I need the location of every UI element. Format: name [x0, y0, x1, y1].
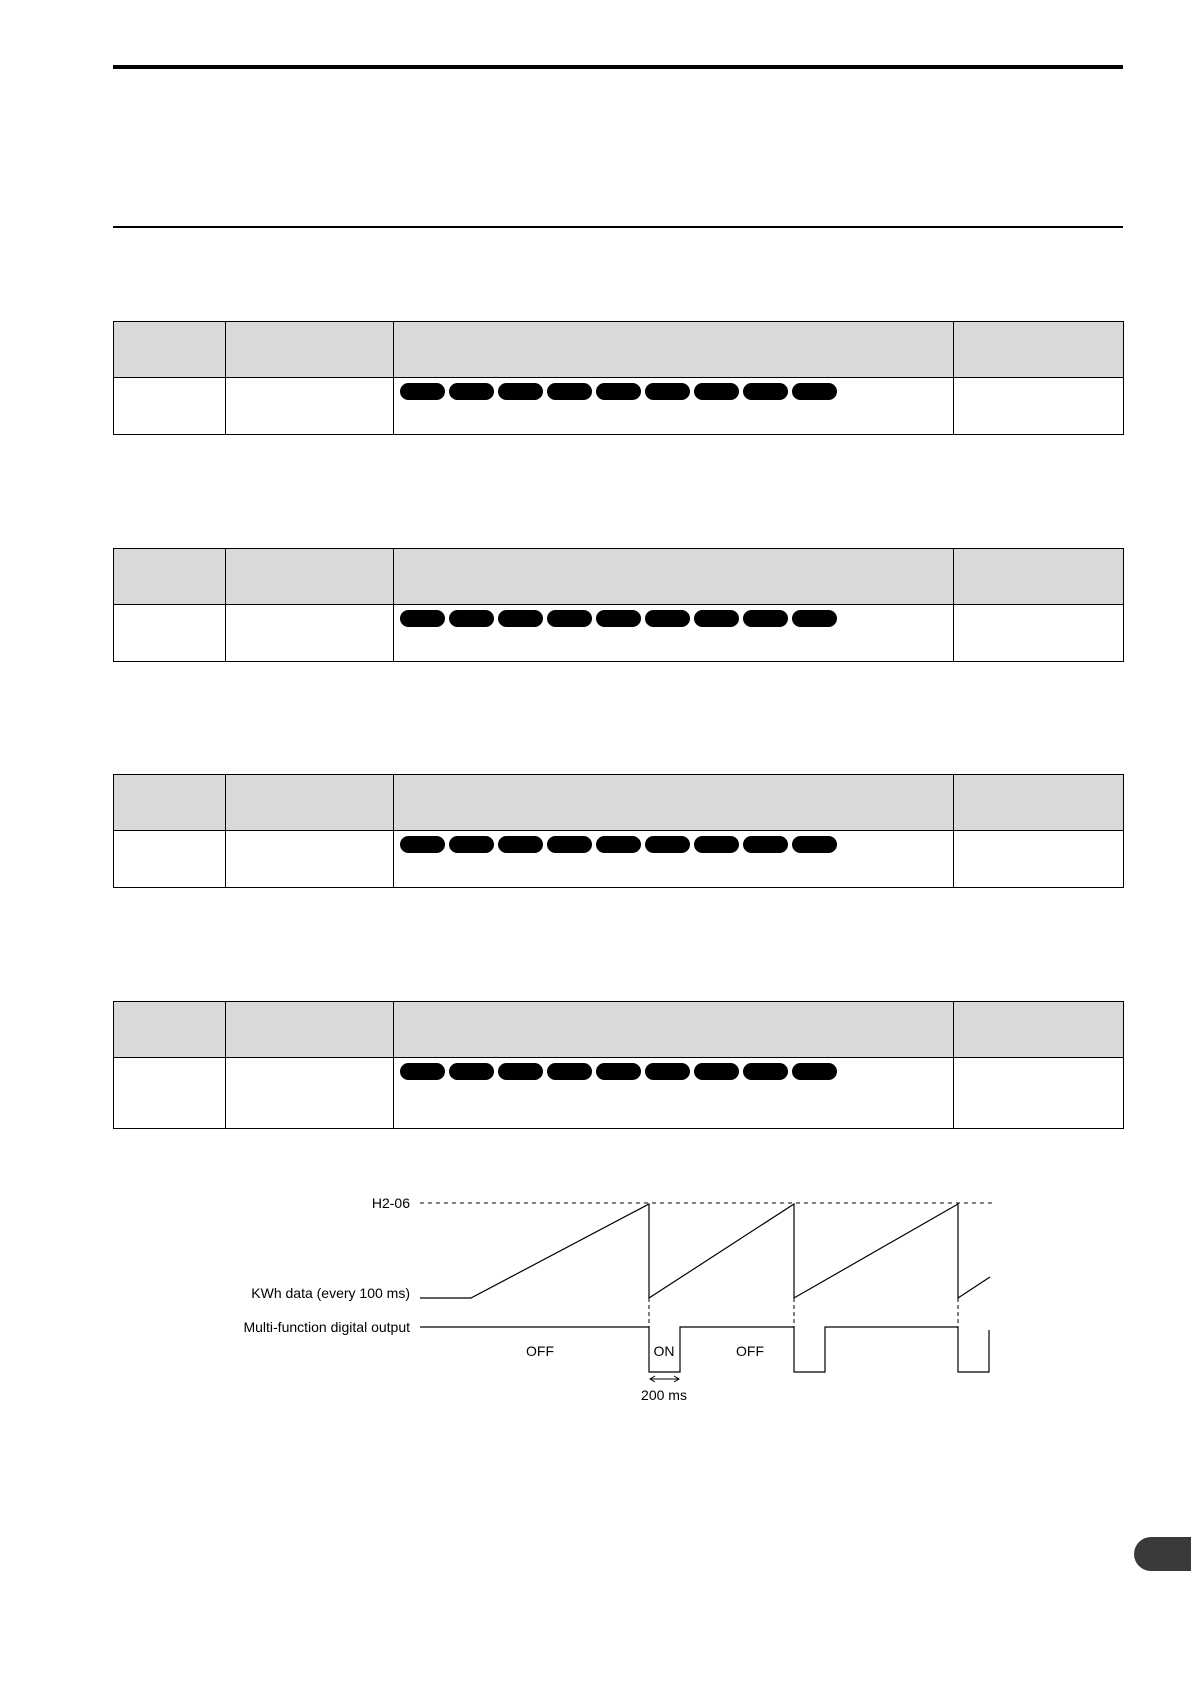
- cell-no: [114, 378, 226, 435]
- cell-name: [226, 378, 394, 435]
- control-mode-badge: [743, 836, 788, 853]
- parameter-table-2: [113, 548, 1124, 662]
- cell-default: [954, 378, 1124, 435]
- cell-name: [226, 1058, 394, 1129]
- control-mode-badge: [743, 1063, 788, 1080]
- cell-description: [394, 605, 954, 662]
- header-cell-description: [394, 775, 954, 831]
- header-cell-default: [954, 322, 1124, 378]
- control-mode-badges: [394, 378, 953, 400]
- control-mode-badge: [645, 383, 690, 400]
- control-mode-badge: [792, 383, 837, 400]
- control-mode-badge: [792, 836, 837, 853]
- control-mode-badge: [645, 1063, 690, 1080]
- off-label: OFF: [526, 1343, 554, 1359]
- control-mode-badge: [498, 1063, 543, 1080]
- control-mode-badge: [645, 610, 690, 627]
- table-row: [114, 378, 1124, 435]
- parameter-table-1: [113, 321, 1124, 435]
- control-mode-badge: [743, 610, 788, 627]
- cell-description: [394, 831, 954, 888]
- table-header-row: [114, 775, 1124, 831]
- control-mode-badge: [596, 610, 641, 627]
- control-mode-badge: [694, 1063, 739, 1080]
- table-header-row: [114, 322, 1124, 378]
- control-mode-badge: [645, 836, 690, 853]
- parameter-table-4: [113, 1001, 1124, 1129]
- control-mode-badge: [400, 836, 445, 853]
- control-mode-badge: [400, 610, 445, 627]
- kwh-data-label: KWh data (every 100 ms): [251, 1285, 410, 1301]
- digital-output-label: Multi-function digital output: [243, 1319, 410, 1335]
- kwh-data-waveform: [420, 1204, 990, 1298]
- h2-06-label: H2-06: [371, 1195, 410, 1211]
- header-cell-description: [394, 1002, 954, 1058]
- control-mode-badge: [547, 1063, 592, 1080]
- header-cell-no: [114, 1002, 226, 1058]
- header-cell-no: [114, 549, 226, 605]
- parameter-table-3: [113, 774, 1124, 888]
- cell-default: [954, 1058, 1124, 1129]
- control-mode-badge: [694, 383, 739, 400]
- off-label: OFF: [736, 1343, 764, 1359]
- header-cell-default: [954, 1002, 1124, 1058]
- top-rule: [113, 65, 1123, 69]
- cell-no: [114, 1058, 226, 1129]
- table-row: [114, 831, 1124, 888]
- control-mode-badge: [694, 836, 739, 853]
- control-mode-badges: [394, 831, 953, 853]
- on-label: ON: [653, 1343, 675, 1359]
- header-cell-description: [394, 322, 954, 378]
- header-cell-name: [226, 1002, 394, 1058]
- cell-no: [114, 831, 226, 888]
- digital-output-waveform: [420, 1327, 989, 1372]
- cell-name: [226, 831, 394, 888]
- control-mode-badge: [792, 1063, 837, 1080]
- control-mode-badge: [547, 383, 592, 400]
- cell-name: [226, 605, 394, 662]
- table-header-row: [114, 549, 1124, 605]
- table-row: [114, 1058, 1124, 1129]
- control-mode-badge: [498, 383, 543, 400]
- cell-description: [394, 1058, 954, 1129]
- header-cell-default: [954, 775, 1124, 831]
- header-cell-description: [394, 549, 954, 605]
- control-mode-badge: [498, 836, 543, 853]
- control-mode-badge: [400, 383, 445, 400]
- control-mode-badge: [449, 610, 494, 627]
- control-mode-badge: [449, 383, 494, 400]
- control-mode-badge: [400, 1063, 445, 1080]
- pulse-output-timing-diagram: [230, 1185, 1010, 1405]
- header-cell-name: [226, 775, 394, 831]
- header-cell-name: [226, 322, 394, 378]
- header-cell-no: [114, 775, 226, 831]
- header-cell-no: [114, 322, 226, 378]
- control-mode-badge: [498, 610, 543, 627]
- table-row: [114, 605, 1124, 662]
- control-mode-badge: [547, 610, 592, 627]
- cell-description: [394, 378, 954, 435]
- control-mode-badge: [596, 1063, 641, 1080]
- control-mode-badges: [394, 1058, 953, 1080]
- control-mode-badge: [694, 610, 739, 627]
- control-mode-badge: [596, 836, 641, 853]
- pulse-width-label: 200 ms: [641, 1387, 687, 1403]
- control-mode-badge: [547, 836, 592, 853]
- header-cell-name: [226, 549, 394, 605]
- control-mode-badge: [596, 383, 641, 400]
- chapter-tab: [1134, 1537, 1191, 1571]
- control-mode-badge: [792, 610, 837, 627]
- section-rule: [113, 226, 1123, 228]
- control-mode-badge: [743, 383, 788, 400]
- cell-default: [954, 831, 1124, 888]
- control-mode-badge: [449, 1063, 494, 1080]
- table-header-row: [114, 1002, 1124, 1058]
- header-cell-default: [954, 549, 1124, 605]
- cell-default: [954, 605, 1124, 662]
- cell-no: [114, 605, 226, 662]
- control-mode-badge: [449, 836, 494, 853]
- control-mode-badges: [394, 605, 953, 627]
